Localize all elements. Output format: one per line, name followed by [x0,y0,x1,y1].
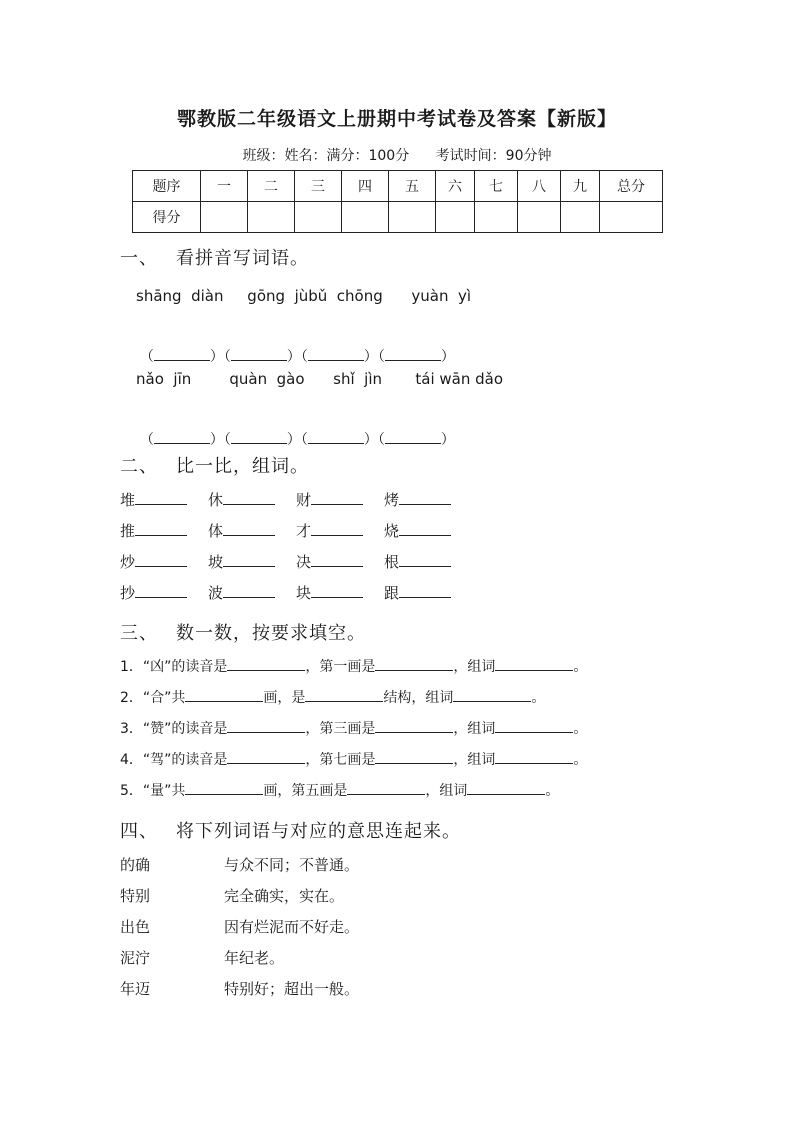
section-number: 二、 [120,456,158,477]
score-cell[interactable] [248,202,295,233]
score-cell[interactable] [475,202,518,233]
answer-blank[interactable] [135,523,187,536]
score-header-cell: 三 [295,171,342,202]
section-title: 数一数，按要求填空。 [176,623,366,644]
answer-blank[interactable] [223,585,275,598]
section-4-heading [120,817,461,843]
exam-time: 考试时间：90分钟 [435,148,552,164]
exam-title: 鄂教版二年级语文上册期中考试卷及答案【新版】 [176,108,617,130]
answer-blank[interactable] [154,350,210,361]
matching-meaning[interactable]: 特别好；超出一般。 [224,980,360,998]
score-header-row [133,171,663,202]
section-2-heading [120,452,309,478]
section-number: 一、 [120,248,158,269]
question-item: 4．“驾”的读音是 ，第七画是 ，组词 。 [120,752,588,768]
score-header-cell: 六 [436,171,475,202]
compare-row: 炒 坡 决 根 [120,551,472,572]
matching-item [120,854,359,875]
score-table [132,170,663,233]
score-cell[interactable] [600,202,663,233]
matching-word[interactable]: 的确 [120,856,151,874]
matching-word[interactable]: 出色 [120,918,151,936]
answer-blank[interactable] [311,492,363,505]
pinyin-row-2: nǎo jīn quàn gào shǐ jìn tái wān dǎo [136,370,504,388]
answer-blank[interactable] [311,585,363,598]
score-cell[interactable] [295,202,342,233]
score-cell[interactable] [436,202,475,233]
matching-word[interactable]: 泥泞 [120,949,151,967]
answer-blank[interactable] [399,523,451,536]
answer-blank[interactable] [308,350,364,361]
section-3-heading [120,619,366,645]
answer-blank[interactable] [135,585,187,598]
score-value-row [133,202,663,233]
answer-blank[interactable] [227,751,305,764]
compare-row: 推 体 才 烧 [120,520,472,541]
answer-blank[interactable] [347,782,425,795]
section-number: 四、 [120,821,158,842]
exam-info [0,145,794,165]
answer-blank[interactable] [231,433,287,444]
matching-item [120,916,359,937]
section-title: 比一比，组词。 [176,456,309,477]
question-item: 2．“合”共 画，是 结构，组词 。 [120,690,546,706]
score-header-cell: 总分 [600,171,663,202]
question-item: 1．“凶”的读音是 ，第一画是 ，组词 。 [120,659,588,675]
matching-word[interactable]: 特别 [120,887,151,905]
answer-blank[interactable] [308,433,364,444]
answer-blank[interactable] [185,689,263,702]
score-row-label: 得分 [133,202,201,233]
answer-blank[interactable] [453,689,531,702]
answer-blank[interactable] [399,492,451,505]
score-cell[interactable] [518,202,561,233]
score-header-cell: 题序 [133,171,201,202]
section-number: 三、 [120,623,158,644]
score-cell[interactable] [389,202,436,233]
matching-meaning[interactable]: 与众不同；不普通。 [224,856,360,874]
answer-blank[interactable] [135,492,187,505]
score-cell[interactable] [342,202,389,233]
answer-blank[interactable] [227,658,305,671]
answer-brackets-row-2: （ ）（ ）（ ）（ ） [139,432,455,448]
matching-item [120,947,284,968]
answer-blank[interactable] [223,523,275,536]
answer-blank[interactable] [399,585,451,598]
answer-blank[interactable] [185,782,263,795]
matching-item [120,978,359,999]
score-header-cell: 四 [342,171,389,202]
answer-blank[interactable] [311,554,363,567]
score-header-cell: 一 [201,171,248,202]
answer-blank[interactable] [375,658,453,671]
compare-row: 堆 休 财 烤 [120,489,472,510]
answer-blank[interactable] [495,720,573,733]
answer-blank[interactable] [467,782,545,795]
section-1-heading [120,244,309,270]
class-name-score: 班级：姓名：满分：100分 [242,148,410,164]
pinyin-row-1: shāng diàn gōng jùbǔ chōng yuàn yì [136,287,472,305]
answer-blank[interactable] [385,350,441,361]
score-cell[interactable] [201,202,248,233]
answer-blank[interactable] [223,554,275,567]
answer-blank[interactable] [399,554,451,567]
matching-meaning[interactable]: 完全确实，实在。 [224,887,345,905]
answer-blank[interactable] [311,523,363,536]
answer-blank[interactable] [135,554,187,567]
score-header-cell: 五 [389,171,436,202]
question-item: 5．“量”共 画，第五画是 ，组词 。 [120,783,560,799]
answer-blank[interactable] [495,751,573,764]
matching-meaning[interactable]: 年纪老。 [224,949,285,967]
matching-meaning[interactable]: 因有烂泥而不好走。 [224,918,360,936]
answer-brackets-row-1: （ ）（ ）（ ）（ ） [139,349,455,365]
answer-blank[interactable] [154,433,210,444]
answer-blank[interactable] [223,492,275,505]
answer-blank[interactable] [495,658,573,671]
question-item: 3．“赞”的读音是 ，第三画是 ，组词 。 [120,721,588,737]
matching-word[interactable]: 年迈 [120,980,151,998]
answer-blank[interactable] [305,689,383,702]
answer-blank[interactable] [231,350,287,361]
score-header-cell: 七 [475,171,518,202]
score-header-cell: 九 [561,171,600,202]
matching-item [120,885,344,906]
section-title: 看拼音写词语。 [176,248,309,269]
score-cell[interactable] [561,202,600,233]
answer-blank[interactable] [375,720,453,733]
score-header-cell: 八 [518,171,561,202]
answer-blank[interactable] [385,433,441,444]
answer-blank[interactable] [227,720,305,733]
compare-row: 抄 波 块 跟 [120,582,472,603]
score-header-cell: 二 [248,171,295,202]
section-title: 将下列词语与对应的意思连起来。 [176,821,461,842]
answer-blank[interactable] [375,751,453,764]
